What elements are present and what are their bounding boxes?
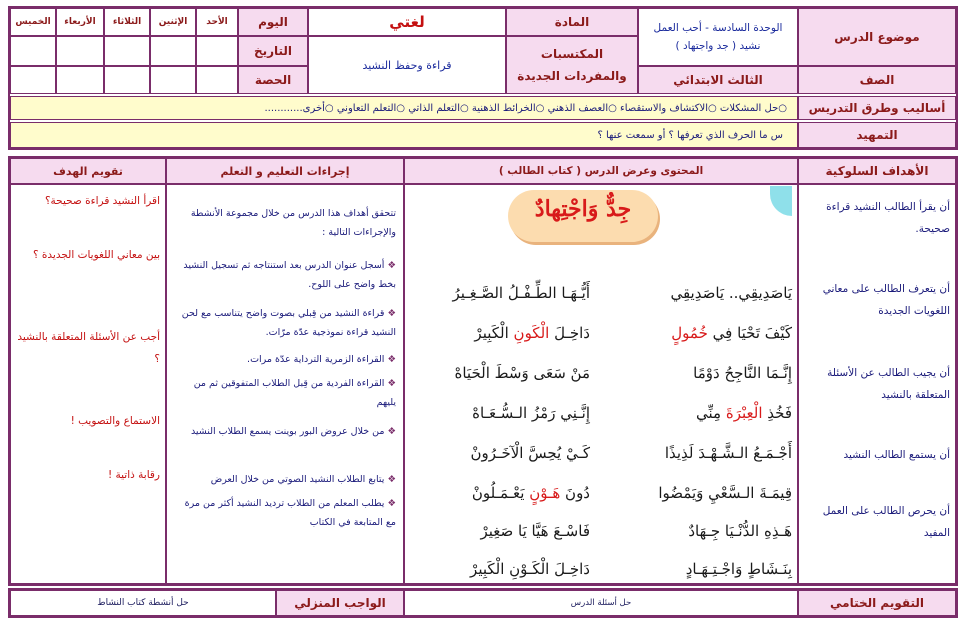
diamond-bullet-icon: ❖ [384, 260, 396, 271]
day-label: اليوم [238, 8, 308, 36]
poem-row-3-left: مَنْ سَعَى وَسْطَ الْحَيَاهْ [454, 364, 590, 382]
subject-value: لغتي [308, 8, 506, 36]
period-cell-wed[interactable] [56, 66, 104, 94]
date-cell-thu[interactable] [10, 36, 56, 66]
day-header-mon: الإثنين [150, 8, 196, 36]
date-cell-wed[interactable] [56, 36, 104, 66]
procedure-item: ❖ أسجل عنوان الدرس بعد استنتاجه ثم تسجيل النشيد بخط واضح على اللوح. [183, 260, 396, 290]
procedure-item: ❖ القراءة الزمرية الترداية عدّة مرات. [247, 354, 396, 365]
poem-row-4-left: إِنَّـنِي رَمْزُ الـسُّـعَـاهْ [472, 404, 590, 422]
procedures-intro: تتحقق أهداف هذا الدرس من خلال مجموعة الأنشطة والإجراءات التالية : [190, 208, 396, 238]
evaluation-header: تقويم الهدف [10, 158, 166, 184]
evaluation-2: بين معاني اللغويات الجديدة ؟ [33, 249, 160, 261]
lesson-topic-label: موضوع الدرس [798, 8, 956, 66]
procedure-item: ❖ القراءة الفردية من قِبل الطلاب المتفوقين ثم من يليهم [193, 378, 396, 408]
objective-4: أن يستمع الطالب النشيد [843, 449, 950, 461]
date-cell-mon[interactable] [150, 36, 196, 66]
final-eval-value: حل أسئلة الدرس [404, 590, 798, 616]
content-header: المحتوى وعرض الدرس ( كتاب الطالب ) [404, 158, 798, 184]
period-label: الحصة [238, 66, 308, 94]
date-cell-sun[interactable] [196, 36, 238, 66]
diamond-bullet-icon: ❖ [384, 354, 396, 365]
unit-text: الوحدة السادسة - أحب العمل نشيد ( جد واجتهاد ) [638, 8, 798, 66]
homework-label: الواجب المنزلي [276, 590, 404, 616]
poem-row-6-left: دُونَ هَـوْنٍ يَعْـمَـلُونْ [471, 484, 590, 502]
period-cell-thu[interactable] [10, 66, 56, 94]
date-label: التاريخ [238, 36, 308, 66]
procedures-header: إجراءات التعليم و التعلم [166, 158, 404, 184]
poem-row-2-right: كَيْفَ تَحْيَا فِي خُمُولٍ [671, 324, 792, 342]
grade-label: الصف [798, 66, 956, 94]
intro-text: س ما الحرف الذي تعرفها ؟ أو سمعت عنها ؟ [10, 122, 798, 148]
poem-row-8-left: دَاخِـلَ الْكَـوْنِ الْكَبِيرْ [470, 560, 590, 578]
poem-row-6-right: قِيمَـةَ الـسَّعْيِ وَيَمْضُوا [658, 484, 792, 502]
evaluation-3: أجب عن الأسئلة المتعلقة بالنشيد ؟ [17, 331, 160, 365]
day-header-tue: الثلاثاء [104, 8, 150, 36]
diamond-bullet-icon: ❖ [384, 474, 396, 485]
poem-row-7-right: هَـذِهِ الدُّنْـيَا جِـهَادٌ [688, 522, 792, 540]
period-cell-tue[interactable] [104, 66, 150, 94]
date-cell-tue[interactable] [104, 36, 150, 66]
diamond-bullet-icon: ❖ [384, 426, 396, 437]
objectives-header: الأهداف السلوكية [798, 158, 956, 184]
evaluation-4: الاستماع والتصويب ! [70, 415, 160, 427]
poem-row-1-right: يَاصَدِيقِي.. يَاصَدِيقِي [670, 284, 792, 302]
methods-text: ○حل المشكلات ○الاكتشاف والاستقصاء ○العصف الذهني ○الخرائط الذهنية ○التعلم الذاتي ○التعلم التعاوني ○أخرى............ [10, 96, 798, 120]
evaluation-1: اقرأ النشيد قراءة صحيحة؟ [44, 195, 160, 207]
procedure-item: ❖ يتابع الطلاب النشيد الصوتي من خلال العرض [210, 474, 396, 485]
period-cell-sun[interactable] [196, 66, 238, 94]
procedure-item: ❖ من خلال عروض البور بوينت يسمع الطلاب النشيد [190, 426, 396, 437]
poem-row-2-left: دَاخِـلَ الْكَونِ الْكَبِيرْ [474, 324, 590, 342]
diamond-bullet-icon: ❖ [384, 498, 396, 509]
day-header-thu: الخميس [10, 8, 56, 36]
poem-row-7-left: فَاسْـعَ هَيَّا يَا صَغِيرْ [480, 522, 590, 540]
period-cell-mon[interactable] [150, 66, 196, 94]
poem-row-8-right: بِنَـشَاطٍ وَاجْـتِـهَـادٍ [685, 560, 792, 578]
objective-5: أن يحرص الطالب على العمل المفيد [822, 505, 950, 539]
objective-1: أن يقرأ الطالب النشيد قراءة صحيحة. [826, 201, 950, 235]
poem-title: جِدٌّ وَاجْتِهادٌ [534, 196, 632, 222]
diamond-bullet-icon: ❖ [384, 308, 396, 319]
diamond-bullet-icon: ❖ [384, 378, 396, 389]
objective-2: أن يتعرف الطالب على معاني اللغويات الجديدة [822, 283, 950, 317]
intro-label: التمهيد [798, 122, 956, 148]
poem-row-3-right: إِنَّـمَا النَّاجِحُ دَوْمًا [693, 364, 792, 382]
procedure-item: ❖ قراءة النشيد من قِبلي بصوت واضح يتناسب مع لحن النشيد قراءة نموذجية عدّة مرّات. [181, 308, 396, 338]
poem-row-5-right: أَجْـمَـعُ الـشَّـهْـدَ لَذِيذًا [664, 444, 792, 462]
grade-value: الثالث الابتدائي [638, 66, 798, 94]
poem-row-5-left: كَـيْ يُحِسَّ الْآخَـرُونْ [470, 444, 590, 462]
skills-label: المكتسبات والمفردات الجديدة [506, 36, 638, 94]
poem-row-1-left: أَيُّـهَـا الطِّـفْـلُ الصَّـغِـيرُ [452, 284, 590, 302]
day-header-sun: الأحد [196, 8, 238, 36]
homework-value: حل أنشطة كتاب النشاط [10, 590, 276, 616]
subject-label: المادة [506, 8, 638, 36]
procedure-item: ❖ يطلب المعلم من الطلاب ترديد النشيد أكثر من مرة مع المتابعة في الكتاب [184, 498, 396, 528]
methods-label: أساليب وطرق التدريس [798, 96, 956, 120]
day-header-wed: الأربعاء [56, 8, 104, 36]
objective-3: أن يجيب الطالب عن الأسئلة المتعلقة بالنشيد [827, 367, 950, 401]
evaluation-5: رقابة ذاتية ! [107, 469, 160, 481]
skills-value: قراءة وحفظ النشيد [308, 36, 506, 94]
poem-row-4-right: فَخُذِ الْعِبْرَةَ مِنِّي [696, 404, 792, 422]
final-eval-label: التقويم الختامي [798, 590, 956, 616]
